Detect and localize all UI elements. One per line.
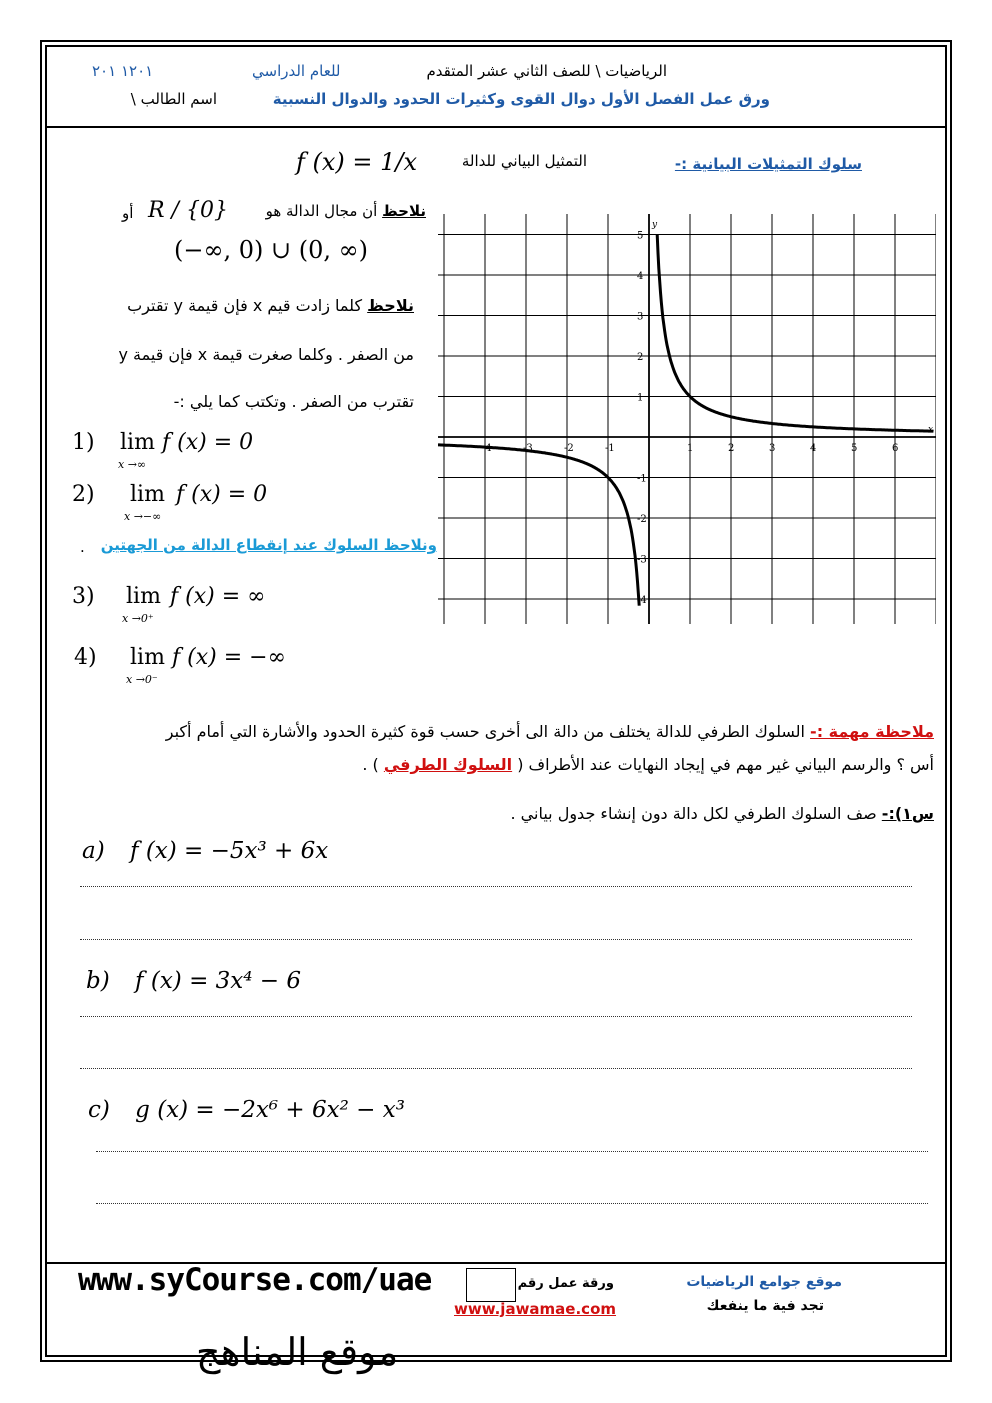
exercise-b-letter: b) <box>86 968 110 994</box>
y-tick-label: -1 <box>637 473 647 485</box>
site-slogan: تجد فية ما ينفعك <box>706 1298 824 1314</box>
limit-3-number: 3) <box>72 584 95 609</box>
curve-right-branch <box>657 235 933 432</box>
answer-line-b1[interactable] <box>80 1016 912 1017</box>
jawamae-link[interactable]: www.jawamae.com <box>454 1300 617 1318</box>
graph-grid <box>438 214 936 624</box>
note2-line3: تقترب من الصفر . وتكتب كما يلي :- <box>173 392 414 411</box>
x-tick-label: -3 <box>523 443 533 454</box>
limit-4-sub: x →0⁻ <box>126 673 158 686</box>
x-tick-label: -2 <box>564 443 574 454</box>
y-tick-label: -2 <box>637 514 647 525</box>
header-year-value: ١٢٠١ ٢٠١ <box>92 62 154 80</box>
important-text: السلوك الطرفي للدالة يختلف من دالة الى أخرى حسب قوة كثيرة الحدود والأشارة التي أمام أكبر <box>165 722 805 741</box>
important-label: ملاحظة مهمة :- <box>810 722 934 741</box>
question-1 <box>510 804 934 823</box>
limit-1-sub: x →∞ <box>118 458 147 471</box>
header-divider <box>45 126 947 128</box>
y-tick-label: 4 <box>637 271 644 282</box>
break-note: ونلاحظ السلوك عند إنقطاع الدالة من الجهتين <box>100 536 437 554</box>
note2-label: نلاحظ <box>367 296 414 315</box>
exercise-c-expr: g (x) = −2x⁶ + 6x² − x³ <box>135 1097 405 1123</box>
header-subject: الرياضيات \ للصف الثاني عشر المتقدم <box>426 62 667 80</box>
sycourse-url[interactable]: www.syCourse.com/uae <box>78 1262 432 1298</box>
y-axis-label: y <box>652 220 658 230</box>
limit-3-lim: lim <box>126 584 161 609</box>
limit-4-number: 4) <box>74 645 97 670</box>
limit-4 <box>74 645 286 686</box>
curve-left-branch <box>438 445 639 606</box>
note1 <box>266 202 426 220</box>
exercise-a-expr: f (x) = −5x³ + 6x <box>130 838 329 864</box>
important-term: السلوك الطرفي <box>383 755 513 774</box>
x-tick-label: 2 <box>728 443 735 454</box>
x-tick-label: 3 <box>769 443 776 454</box>
site-name: موقع جوامع الرياضيات <box>686 1274 842 1290</box>
answer-line-a1[interactable] <box>80 886 912 887</box>
limit-2-expr: f (x) = 0 <box>176 482 268 507</box>
limit-2-lim: lim <box>130 482 165 507</box>
exercise-b-expr: f (x) = 3x⁴ − 6 <box>135 968 302 994</box>
answer-line-b2[interactable] <box>80 1068 912 1069</box>
header-year-label: للعام الدراسي <box>252 62 341 80</box>
exercise-a-letter: a) <box>82 838 105 864</box>
note2-text1: كلما زادت قيم x فإن قيمة y تقترب <box>127 296 363 315</box>
note1-text: أن مجال الدالة هو <box>265 202 378 220</box>
limit-2-sub: x →−∞ <box>124 510 162 523</box>
limit-3-sub: x →0⁺ <box>122 612 154 625</box>
or-word: أو <box>122 204 134 222</box>
limit-3-expr: f (x) = ∞ <box>170 584 266 609</box>
worksheet-number-label: ورقة عمل رقم <box>517 1276 614 1291</box>
question-text: صف السلوك الطرفي لكل دالة دون إنشاء جدول بياني . <box>510 804 877 823</box>
exercise-a <box>82 838 328 864</box>
limit-2-number: 2) <box>72 482 95 507</box>
x-tick-label: -4 <box>482 443 492 454</box>
exercise-c-letter: c) <box>88 1097 110 1123</box>
watermark-text: موقع المناهج <box>196 1330 399 1374</box>
reciprocal-function-graph <box>438 214 936 624</box>
note2-line2: من الصفر . وكلما صغرت قيمة x فإن قيمة y <box>118 345 414 364</box>
y-tick-labels <box>637 231 647 607</box>
student-name-label: اسم الطالب \ <box>130 90 217 108</box>
x-tick-label: 4 <box>810 443 817 454</box>
domain-set: R / {0} <box>148 198 228 223</box>
x-axis-label: x <box>928 425 934 435</box>
y-tick-label: -3 <box>637 554 647 566</box>
limit-1-number: 1) <box>72 430 95 455</box>
limit-4-lim: lim <box>130 645 165 670</box>
y-tick-label: 5 <box>637 230 644 242</box>
domain-interval: (−∞, 0) ∪ (0, ∞) <box>174 236 368 264</box>
y-tick-label: -4 <box>637 595 647 606</box>
limit-2 <box>72 482 268 523</box>
exercise-b <box>86 968 301 994</box>
limit-3 <box>72 584 266 625</box>
section-heading: سلوك التمثيلات البيانية :- <box>674 155 862 173</box>
worksheet-number-box[interactable] <box>466 1268 516 1302</box>
note1-label: نلاحظ <box>382 202 426 220</box>
answer-line-c1[interactable] <box>96 1151 928 1152</box>
limit-1-expr: f (x) = 0 <box>162 430 254 455</box>
x-tick-label: -1 <box>605 443 615 454</box>
y-tick-label: 3 <box>637 311 644 323</box>
x-tick-label: 6 <box>892 443 899 454</box>
question-label: س١):- <box>881 804 934 823</box>
x-tick-label: 1 <box>687 443 694 454</box>
important-line2 <box>362 755 934 774</box>
limit-1 <box>72 430 254 471</box>
important-line1 <box>166 722 934 741</box>
note2-line1 <box>127 296 414 315</box>
y-tick-label: 1 <box>637 392 644 404</box>
function-definition: f (x) = 1/x <box>296 148 418 176</box>
worksheet-title: ورق عمل الفصل الأول دوال القوى وكثيرات الحدود والدوال النسبية <box>272 90 770 108</box>
graph-caption: التمثيل البياني للدالة <box>461 152 587 170</box>
y-tick-label: 2 <box>637 352 644 363</box>
answer-line-a2[interactable] <box>80 939 912 940</box>
answer-line-c2[interactable] <box>96 1203 928 1204</box>
important-line2-a: أس ؟ والرسم البياني غير مهم في إيجاد النهايات عند الأطراف ( <box>517 755 934 774</box>
break-note-end: . <box>80 538 85 556</box>
exercise-c <box>88 1097 405 1123</box>
important-line2-b: ) . <box>362 755 379 774</box>
limit-1-lim: lim <box>120 430 155 455</box>
x-tick-label: 5 <box>851 443 858 454</box>
limit-4-expr: f (x) = −∞ <box>172 645 286 670</box>
